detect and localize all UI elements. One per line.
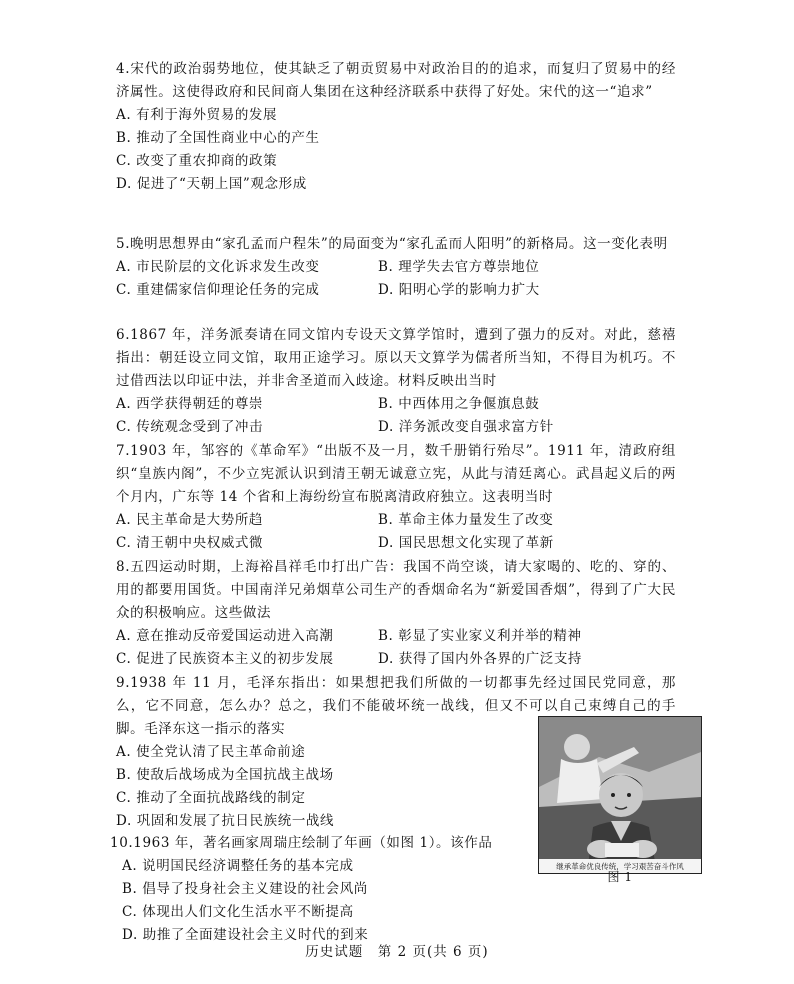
figure-label: 图 1 (607, 870, 633, 884)
question-stem: 7.1903 年，邹容的《革命军》“出版不及一月，数千册销行殆尽”。1911 年，清政府组织“皇族内阁”，不少立宪派认识到清王朝无诚意立宪，从此与清廷离心。武昌起义后的两个月内，广东等 14 个省和上海纷纷宣布脱离清政府独立。这表明当时 (116, 443, 676, 505)
option-b: B. 彰显了实业家义利并举的精神 (378, 628, 582, 644)
question-stem: 6.1867 年，洋务派奏请在同文馆内专设天文算学馆时，遭到了强力的反对。对此，慈禧指出：朝廷设立同文馆，取用正途学习。原以天文算学为儒者所当知，不得目为机巧。不过借西法以印证中法，并非舍圣道而入歧途。材料反映出当时 (116, 327, 676, 389)
poster-illustration (539, 717, 701, 873)
question-stem: 5.晚明思想界由“家孔孟而户程朱”的局面变为“家孔孟而人阳明”的新格局。这一变化表明 (116, 236, 668, 252)
option-c: C. 传统观念受到了冲击 (116, 419, 264, 435)
option-a: A. 市民阶层的文化诉求发生改变 (116, 259, 320, 275)
question-8 (116, 556, 676, 671)
option-b: B. 革命主体力量发生了改变 (378, 512, 554, 528)
option-c: C. 促进了民族资本主义的初步发展 (116, 651, 334, 667)
option-c: C. 体现出人们文化生活水平不断提高 (122, 904, 354, 920)
option-a: A. 说明国民经济调整任务的基本完成 (122, 858, 354, 874)
option-b: B. 中西体用之争偃旗息鼓 (378, 396, 540, 412)
question-stem: 10.1963 年，著名画家周瑞庄绘制了年画（如图 1）。该作品 (110, 835, 493, 851)
option-a: A. 有利于海外贸易的发展 (116, 107, 278, 123)
option-b: B. 倡导了投身社会主义建设的社会风尚 (122, 881, 368, 897)
question-stem: 8.五四运动时期，上海裕昌祥毛巾打出广告：我国不尚空谈，请大家喝的、吃的、穿的、用的都要用国货。中国南洋兄弟烟草公司生产的香烟命名为“新爱国香烟”，得到了广大民众的积极响应。这些做法 (116, 559, 676, 621)
option-c: C. 推动了全面抗战路线的制定 (116, 790, 306, 806)
option-a: A. 民主革命是大势所趋 (116, 512, 264, 528)
option-b: B. 推动了全国性商业中心的产生 (116, 130, 320, 146)
question-10 (110, 832, 530, 947)
figure-1-poster (538, 716, 702, 874)
option-d: D. 洋务派改变自强求富方针 (378, 419, 554, 435)
option-d: D. 巩固和发展了抗日民族统一战线 (116, 813, 335, 829)
option-d: D. 促进了“天朝上国”观念形成 (116, 176, 307, 192)
option-c: C. 改变了重农抑商的政策 (116, 153, 278, 169)
option-a: A. 意在推动反帝爱国运动进入高潮 (116, 628, 334, 644)
option-d: D. 获得了国内外各界的广泛支持 (378, 651, 583, 667)
option-a: A. 西学获得朝廷的尊崇 (116, 396, 264, 412)
question-4 (116, 58, 676, 196)
option-b: B. 理学失去官方尊崇地位 (378, 259, 540, 275)
question-stem: 4.宋代的政治弱势地位，使其缺乏了朝贡贸易中对政治目的的追求，而复归了贸易中的经济属性。这使得政府和民间商人集团在这种经济联系中获得了好处。宋代的这一“追求” (116, 61, 676, 100)
question-7 (116, 440, 676, 555)
option-d: D. 阳明心学的影响力扩大 (378, 282, 540, 298)
question-stem: 9.1938 年 11 月，毛泽东指出：如果想把我们所做的一切都事先经过国民党同意，那么，它不同意，怎么办？总之，我们不能破坏统一战线，但又不可以自己束缚自己的手脚。毛泽东这一指示的落实 (116, 675, 676, 737)
question-6 (116, 324, 676, 439)
page-footer: 历史试题 第 2 页(共 6 页) (305, 944, 489, 960)
option-d: D. 助推了全面建设社会主义时代的到来 (122, 927, 369, 943)
option-c: C. 清王朝中央权威式微 (116, 535, 264, 551)
question-5 (116, 233, 676, 302)
poster-caption: 继承革命优良传统，学习艰苦奋斗作风 (556, 862, 684, 871)
option-c: C. 重建儒家信仰理论任务的完成 (116, 282, 320, 298)
option-d: D. 国民思想文化实现了革新 (378, 535, 554, 551)
option-a: A. 使全党认清了民主革命前途 (116, 744, 306, 760)
option-b: B. 使敌后战场成为全国抗战主战场 (116, 767, 334, 783)
